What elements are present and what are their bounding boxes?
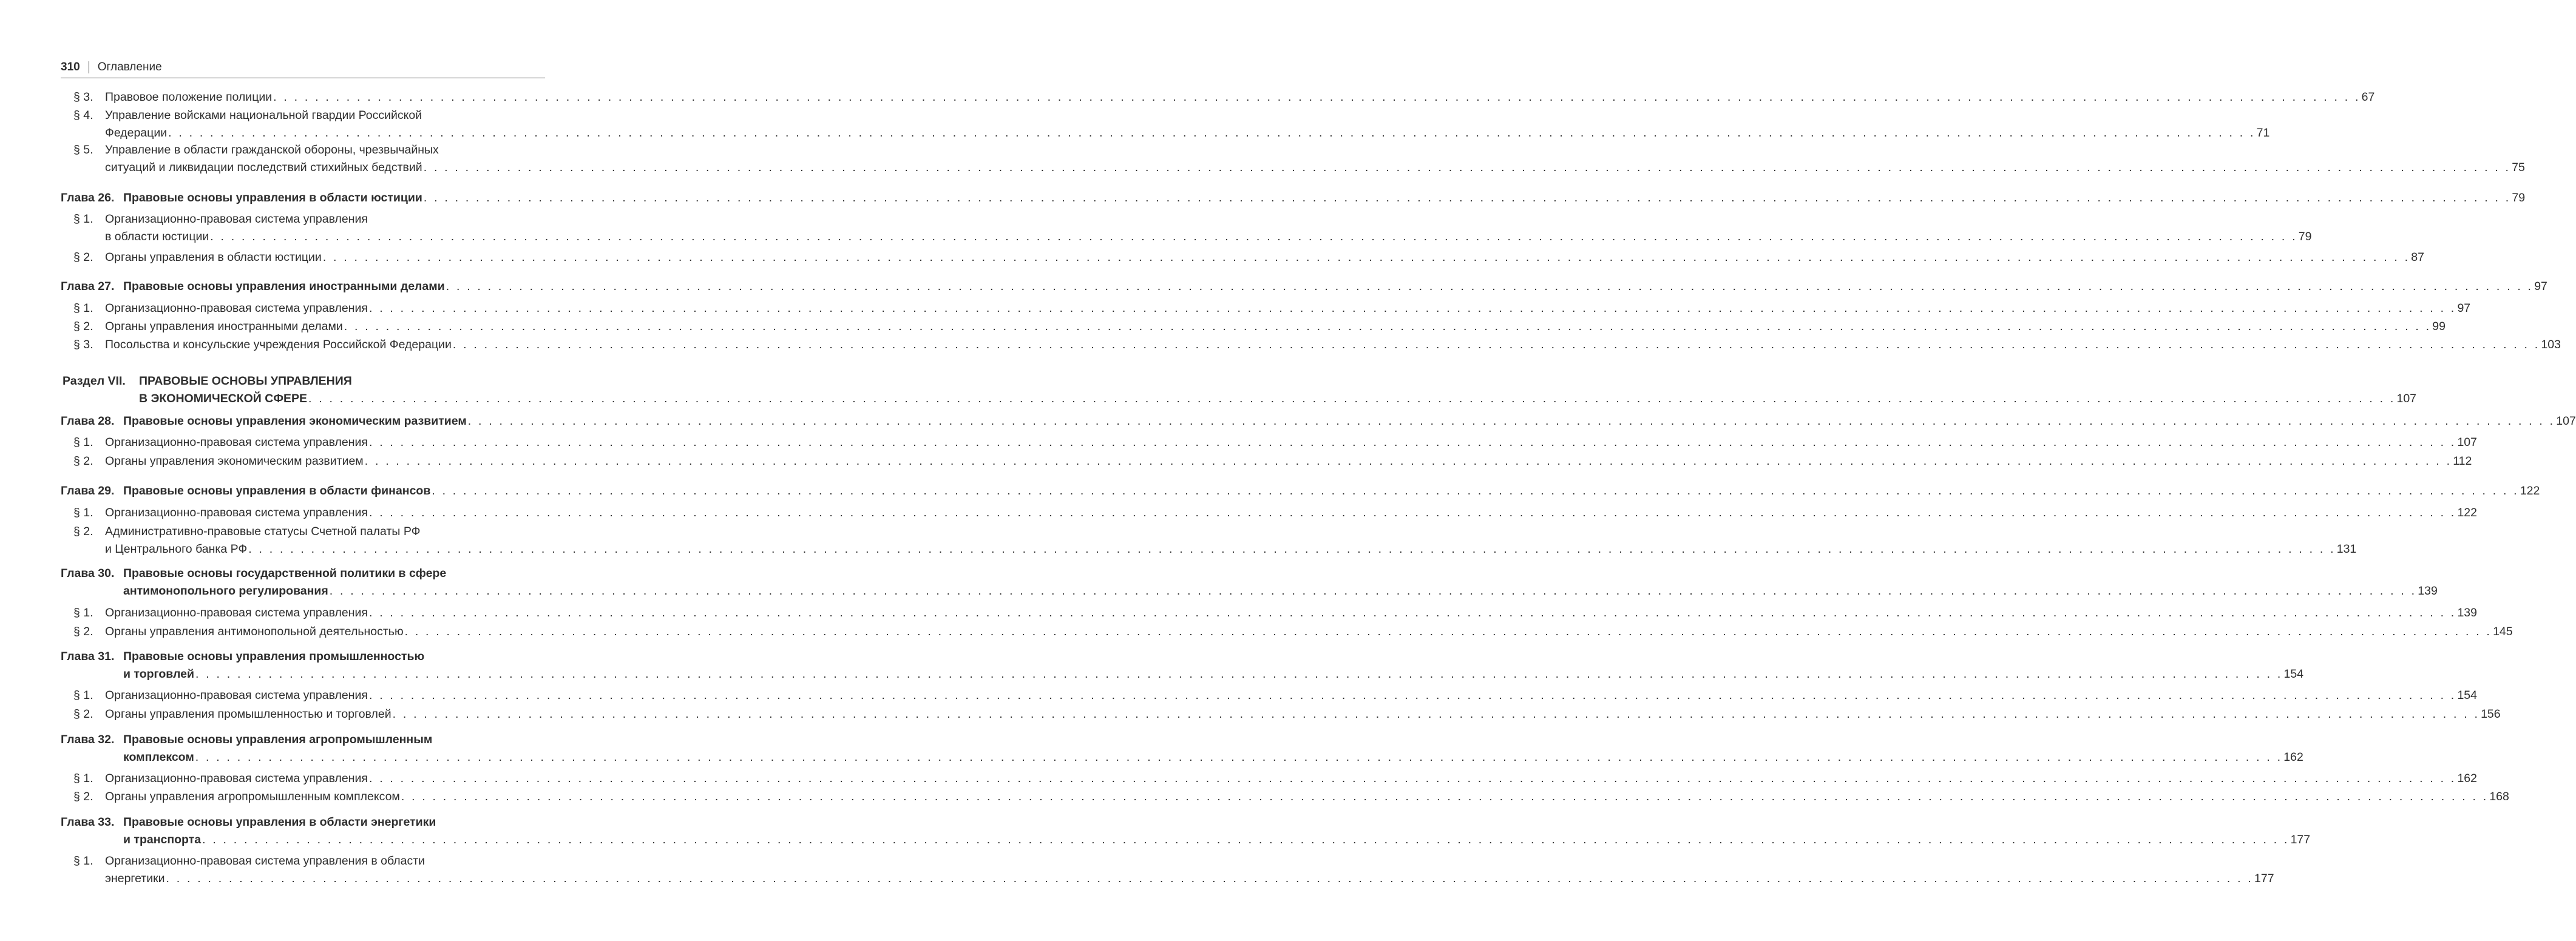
para-title: Органы управления иностранными делами — [105, 320, 343, 333]
para-label: § 1. — [73, 606, 93, 619]
chapter-entry-line[interactable] — [123, 832, 2311, 848]
para-entry-line[interactable] — [105, 871, 2274, 886]
dot-leader: . . . . . . . . . . . . . . . . . . . . . . . . . . . . . . . . . . . . . . . . . . . . . . . . . . . . . . . . . . . . . . . . . . . . . . . . . . . . . . . . . . . . . . . . . . . . . . . . . . . . . . . . . . . . . . . . . . . . . . . . . . . . . . . . . . . . . . . . . . . . . . . . . . . . . . . . . . . . . . . . . . . . . . . . . . . . . . . . . . . . . . . . . . . . . . . . . . . . . . . . — [195, 750, 2283, 764]
dot-leader: . . . . . . . . . . . . . . . . . . . . . . . . . . . . . . . . . . . . . . . . . . . . . . . . . . . . . . . . . . . . . . . . . . . . . . . . . . . . . . . . . . . . . . . . . . . . . . . . . . . . . . . . . . . . . . . . . . . . . . . . . . . . . . . . . . . . . . . . . . . . . . . . . . . . . . . . . . . . . . . . . . . . . . . . . . . . . . . . . . . . . . . . . . . . . . . . . . . . . . . . — [368, 302, 2456, 315]
para-label: § 1. — [73, 506, 93, 519]
para-entry-line[interactable] — [105, 229, 2312, 245]
section-entry-line[interactable] — [139, 391, 2417, 406]
dot-leader: . . . . . . . . . . . . . . . . . . . . . . . . . . . . . . . . . . . . . . . . . . . . . . . . . . . . . . . . . . . . . . . . . . . . . . . . . . . . . . . . . . . . . . . . . . . . . . . . . . . . . . . . . . . . . . . . . . . . . . . . . . . . . . . . . . . . . . . . . . . . . . . . . . . . . . . . . . . . . . . . . . . . . . . . . . . . . . . . . . . . . . . . . . . . . . . . . . . . . . . . — [322, 251, 2410, 264]
para-title: Правовое положение полиции — [105, 90, 273, 104]
para-entry-line[interactable] — [105, 624, 2513, 639]
para-entry-line[interactable] — [105, 160, 2525, 175]
para-title: Организационно-правовая система управления — [105, 302, 368, 315]
page-ref: 177 — [2254, 872, 2274, 885]
dot-leader: . . . . . . . . . . . . . . . . . . . . . . . . . . . . . . . . . . . . . . . . . . . . . . . . . . . . . . . . . . . . . . . . . . . . . . . . . . . . . . . . . . . . . . . . . . . . . . . . . . . . . . . . . . . . . . . . . . . . . . . . . . . . . . . . . . . . . . . . . . . . . . . . . . . . . . . . . . . . . . . . . . . . . . . . . . . . . . . . . . . . . . . . . . . . . . . . . . . . . . . . — [273, 90, 2361, 104]
chapter-entry-line[interactable] — [123, 190, 2526, 206]
page-ref: 79 — [2298, 230, 2312, 243]
chapter-entry-line[interactable] — [123, 583, 2438, 599]
para-label: § 2. — [73, 707, 93, 721]
dot-leader: . . . . . . . . . . . . . . . . . . . . . . . . . . . . . . . . . . . . . . . . . . . . . . . . . . . . . . . . . . . . . . . . . . . . . . . . . . . . . . . . . . . . . . . . . . . . . . . . . . . . . . . . . . . . . . . . . . . . . . . . . . . . . . . . . . . . . . . . . . . . . . . . . . . . . . . . . . . . . . . . . . . . . . . . . . . . . . . . . . . . . . . . . . . . . . . . . . . . . . . . — [423, 191, 2511, 204]
para-title: Организационно-правовая система управления — [105, 689, 368, 702]
dot-leader: . . . . . . . . . . . . . . . . . . . . . . . . . . . . . . . . . . . . . . . . . . . . . . . . . . . . . . . . . . . . . . . . . . . . . . . . . . . . . . . . . . . . . . . . . . . . . . . . . . . . . . . . . . . . . . . . . . . . . . . . . . . . . . . . . . . . . . . . . . . . . . . . . . . . . . . . . . . . . . . . . . . . . . . . . . . . . . . . . . . . . . . . . . . . . . . . . . . . . . . . — [452, 338, 2540, 351]
running-header — [61, 61, 162, 74]
dot-leader: . . . . . . . . . . . . . . . . . . . . . . . . . . . . . . . . . . . . . . . . . . . . . . . . . . . . . . . . . . . . . . . . . . . . . . . . . . . . . . . . . . . . . . . . . . . . . . . . . . . . . . . . . . . . . . . . . . . . . . . . . . . . . . . . . . . . . . . . . . . . . . . . . . . . . . . . . . . . . . . . . . . . . . . . . . . . . . . . . . . . . . . . . . . . . . . . . . . . . . . . — [368, 689, 2456, 702]
para-title: Административно-правовые статусы Счетной палаты РФ — [105, 525, 421, 538]
dot-leader: . . . . . . . . . . . . . . . . . . . . . . . . . . . . . . . . . . . . . . . . . . . . . . . . . . . . . . . . . . . . . . . . . . . . . . . . . . . . . . . . . . . . . . . . . . . . . . . . . . . . . . . . . . . . . . . . . . . . . . . . . . . . . . . . . . . . . . . . . . . . . . . . . . . . . . . . . . . . . . . . . . . . . . . . . . . . . . . . . . . . . . . . . . . . . . . . . . . . . . . . — [446, 280, 2534, 293]
section-title: В ЭКОНОМИЧЕСКОЙ СФЕРЕ — [139, 392, 307, 405]
page-ref: 162 — [2457, 772, 2477, 785]
para-label: § 2. — [73, 251, 93, 264]
para-entry-line[interactable] — [105, 300, 2471, 316]
para-label: § 2. — [73, 790, 93, 803]
section-title: ПРАВОВЫЕ ОСНОВЫ УПРАВЛЕНИЯ — [139, 374, 352, 388]
chapter-title: комплексом — [123, 750, 194, 764]
para-title: Управление войсками национальной гвардии Российской — [105, 109, 422, 122]
chapter-label: Глава 29. — [61, 484, 115, 497]
para-label: § 1. — [73, 689, 93, 702]
page-ref: 122 — [2520, 484, 2540, 497]
page-ref: 103 — [2541, 338, 2561, 351]
para-label: § 2. — [73, 525, 93, 538]
para-label: § 3. — [73, 90, 93, 104]
chapter-title: Правовые основы управления экономическим развитием — [123, 414, 467, 428]
para-label: § 2. — [73, 454, 93, 468]
dot-leader: . . . . . . . . . . . . . . . . . . . . . . . . . . . . . . . . . . . . . . . . . . . . . . . . . . . . . . . . . . . . . . . . . . . . . . . . . . . . . . . . . . . . . . . . . . . . . . . . . . . . . . . . . . . . . . . . . . . . . . . . . . . . . . . . . . . . . . . . . . . . . . . . . . . . . . . . . . . . . . . . . . . . . . . . . . . . . . . . . . . . . . . . . . . . . . . . . . . . . . . . — [368, 506, 2456, 519]
page-ref: 139 — [2457, 606, 2477, 619]
page-ref: 154 — [2283, 667, 2304, 681]
dot-leader: . . . . . . . . . . . . . . . . . . . . . . . . . . . . . . . . . . . . . . . . . . . . . . . . . . . . . . . . . . . . . . . . . . . . . . . . . . . . . . . . . . . . . . . . . . . . . . . . . . . . . . . . . . . . . . . . . . . . . . . . . . . . . . . . . . . . . . . . . . . . . . . . . . . . . . . . . . . . . . . . . . . . . . . . . . . . . . . . . . . . . . . . . . . . . . . . . . . . . . . . — [329, 584, 2417, 598]
dot-leader: . . . . . . . . . . . . . . . . . . . . . . . . . . . . . . . . . . . . . . . . . . . . . . . . . . . . . . . . . . . . . . . . . . . . . . . . . . . . . . . . . . . . . . . . . . . . . . . . . . . . . . . . . . . . . . . . . . . . . . . . . . . . . . . . . . . . . . . . . . . . . . . . . . . . . . . . . . . . . . . . . . . . . . . . . . . . . . . . . . . . . . . . . . . . . . . . . . . . . . . . — [432, 484, 2519, 497]
para-label: § 3. — [73, 338, 93, 351]
para-label: § 1. — [73, 302, 93, 315]
para-entry-line[interactable] — [105, 249, 2424, 265]
page-ref: 79 — [2512, 191, 2526, 204]
chapter-entry-line — [123, 732, 432, 747]
para-label: § 5. — [73, 143, 93, 157]
dot-leader: . . . . . . . . . . . . . . . . . . . . . . . . . . . . . . . . . . . . . . . . . . . . . . . . . . . . . . . . . . . . . . . . . . . . . . . . . . . . . . . . . . . . . . . . . . . . . . . . . . . . . . . . . . . . . . . . . . . . . . . . . . . . . . . . . . . . . . . . . . . . . . . . . . . . . . . . . . . . . . . . . . . . . . . . . . . . . . . . . . . . . . . . . . . . . . . . . . . . . . . . — [404, 625, 2492, 638]
para-title: Организационно-правовая система управления — [105, 772, 368, 785]
para-entry-line[interactable] — [105, 789, 2509, 804]
para-title: Органы управления агропромышленным комплексом — [105, 790, 400, 803]
chapter-label: Глава 31. — [61, 650, 115, 663]
chapter-title: Правовые основы управления агропромышленным — [123, 733, 433, 746]
para-title: Органы управления в области юстиции — [105, 251, 322, 264]
dot-leader: . . . . . . . . . . . . . . . . . . . . . . . . . . . . . . . . . . . . . . . . . . . . . . . . . . . . . . . . . . . . . . . . . . . . . . . . . . . . . . . . . . . . . . . . . . . . . . . . . . . . . . . . . . . . . . . . . . . . . . . . . . . . . . . . . . . . . . . . . . . . . . . . . . . . . . . . . . . . . . . . . . . . . . . . . . . . . . . . . . . . . . . . . . . . . . . . . . . . . . . . — [195, 667, 2283, 681]
chapter-title: и торговлей — [123, 667, 194, 681]
para-entry-line[interactable] — [105, 541, 2357, 557]
page-ref: 112 — [2453, 454, 2472, 468]
para-title: Посольства и консульские учреждения Российской Федерации — [105, 338, 452, 351]
chapter-entry-line[interactable] — [123, 413, 2576, 429]
chapter-title: Правовые основы управления в области финансов — [123, 484, 431, 497]
dot-leader: . . . . . . . . . . . . . . . . . . . . . . . . . . . . . . . . . . . . . . . . . . . . . . . . . . . . . . . . . . . . . . . . . . . . . . . . . . . . . . . . . . . . . . . . . . . . . . . . . . . . . . . . . . . . . . . . . . . . . . . . . . . . . . . . . . . . . . . . . . . . . . . . . . . . . . . . . . . . . . . . . . . . . . . . . . . . . . . . . . . . . . . . . . . . . . . . . . . . . . . . — [368, 606, 2456, 619]
para-entry-line[interactable] — [105, 89, 2375, 105]
dot-leader: . . . . . . . . . . . . . . . . . . . . . . . . . . . . . . . . . . . . . . . . . . . . . . . . . . . . . . . . . . . . . . . . . . . . . . . . . . . . . . . . . . . . . . . . . . . . . . . . . . . . . . . . . . . . . . . . . . . . . . . . . . . . . . . . . . . . . . . . . . . . . . . . . . . . . . . . . . . . . . . . . . . . . . . . . . . . . . . . . . . . . . . . . . . . . . . . . . . . . . . . — [392, 707, 2480, 721]
para-label: § 2. — [73, 625, 93, 638]
chapter-entry-line — [123, 565, 446, 581]
page-ref: 156 — [2481, 707, 2501, 721]
dot-leader: . . . . . . . . . . . . . . . . . . . . . . . . . . . . . . . . . . . . . . . . . . . . . . . . . . . . . . . . . . . . . . . . . . . . . . . . . . . . . . . . . . . . . . . . . . . . . . . . . . . . . . . . . . . . . . . . . . . . . . . . . . . . . . . . . . . . . . . . . . . . . . . . . . . . . . . . . . . . . . . . . . . . . . . . . . . . . . . . . . . . . . . . . . . . . . . . . . . . . . . . — [368, 772, 2456, 785]
para-entry-line[interactable] — [105, 453, 2472, 469]
para-title: Управление в области гражданской обороны, чрезвычайных — [105, 143, 439, 157]
para-entry-line[interactable] — [105, 434, 2477, 450]
page-ref: 99 — [2432, 320, 2446, 333]
para-entry-line[interactable] — [105, 319, 2446, 334]
page-ref: 139 — [2418, 584, 2438, 598]
para-entry-line — [105, 142, 439, 158]
chapter-label: Глава 30. — [61, 567, 115, 580]
chapter-label: Глава 33. — [61, 815, 115, 829]
para-title: энергетики — [105, 872, 165, 885]
para-title: ситуаций и ликвидации последствий стихийных бедствий — [105, 161, 422, 174]
dot-leader: . . . . . . . . . . . . . . . . . . . . . . . . . . . . . . . . . . . . . . . . . . . . . . . . . . . . . . . . . . . . . . . . . . . . . . . . . . . . . . . . . . . . . . . . . . . . . . . . . . . . . . . . . . . . . . . . . . . . . . . . . . . . . . . . . . . . . . . . . . . . . . . . . . . . . . . . . . . . . . . . . . . . . . . . . . . . . . . . . . . . . . . . . . . . . . . . . . . . . . . . — [202, 833, 2290, 846]
para-label: § 4. — [73, 109, 93, 122]
chapter-label: Глава 32. — [61, 733, 115, 746]
para-entry-line — [105, 107, 422, 123]
page-ref: 87 — [2411, 251, 2424, 264]
page-ref: 107 — [2556, 414, 2576, 428]
chapter-label: Глава 28. — [61, 414, 115, 428]
page-ref: 145 — [2493, 625, 2513, 638]
dot-leader: . . . . . . . . . . . . . . . . . . . . . . . . . . . . . . . . . . . . . . . . . . . . . . . . . . . . . . . . . . . . . . . . . . . . . . . . . . . . . . . . . . . . . . . . . . . . . . . . . . . . . . . . . . . . . . . . . . . . . . . . . . . . . . . . . . . . . . . . . . . . . . . . . . . . . . . . . . . . . . . . . . . . . . . . . . . . . . . . . . . . . . . . . . . . . . . . . . . . . . . . — [168, 126, 2256, 140]
chapter-entry-line[interactable] — [123, 278, 2547, 294]
para-title: Органы управления экономическим развитием — [105, 454, 364, 468]
para-entry-line[interactable] — [105, 706, 2501, 722]
dot-leader: . . . . . . . . . . . . . . . . . . . . . . . . . . . . . . . . . . . . . . . . . . . . . . . . . . . . . . . . . . . . . . . . . . . . . . . . . . . . . . . . . . . . . . . . . . . . . . . . . . . . . . . . . . . . . . . . . . . . . . . . . . . . . . . . . . . . . . . . . . . . . . . . . . . . . . . . . . . . . . . . . . . . . . . . . . . . . . . . . . . . . . . . . . . . . . . . . . . . . . . . — [368, 436, 2456, 449]
para-title: Организационно-правовая система управления в области — [105, 854, 425, 868]
page-ref: 154 — [2457, 689, 2477, 702]
chapter-entry-line[interactable] — [123, 483, 2540, 499]
para-entry-line[interactable] — [105, 687, 2477, 703]
section-label: Раздел VII. — [63, 374, 126, 388]
page-ref: 97 — [2534, 280, 2547, 293]
chapter-title: Правовые основы управления в области энергетики — [123, 815, 436, 829]
para-title: Органы управления промышленностью и торговлей — [105, 707, 391, 721]
chapter-entry-line[interactable] — [123, 749, 2303, 765]
dot-leader: . . . . . . . . . . . . . . . . . . . . . . . . . . . . . . . . . . . . . . . . . . . . . . . . . . . . . . . . . . . . . . . . . . . . . . . . . . . . . . . . . . . . . . . . . . . . . . . . . . . . . . . . . . . . . . . . . . . . . . . . . . . . . . . . . . . . . . . . . . . . . . . . . . . . . . . . . . . . . . . . . . . . . . . . . . . . . . . . . . . . . . . . . . . . . . . . . . . . . . . . — [401, 790, 2489, 803]
page-ref: 97 — [2457, 302, 2471, 315]
chapter-entry-line[interactable] — [123, 666, 2304, 682]
dot-leader: . . . . . . . . . . . . . . . . . . . . . . . . . . . . . . . . . . . . . . . . . . . . . . . . . . . . . . . . . . . . . . . . . . . . . . . . . . . . . . . . . . . . . . . . . . . . . . . . . . . . . . . . . . . . . . . . . . . . . . . . . . . . . . . . . . . . . . . . . . . . . . . . . . . . . . . . . . . . . . . . . . . . . . . . . . . . . . . . . . . . . . . . . . . . . . . . . . . . . . . . — [166, 872, 2254, 885]
header-title: Оглавление — [97, 61, 162, 73]
chapter-title: Правовые основы управления промышленностью — [123, 650, 425, 663]
dot-leader: . . . . . . . . . . . . . . . . . . . . . . . . . . . . . . . . . . . . . . . . . . . . . . . . . . . . . . . . . . . . . . . . . . . . . . . . . . . . . . . . . . . . . . . . . . . . . . . . . . . . . . . . . . . . . . . . . . . . . . . . . . . . . . . . . . . . . . . . . . . . . . . . . . . . . . . . . . . . . . . . . . . . . . . . . . . . . . . . . . . . . . . . . . . . . . . . . . . . . . . . — [344, 320, 2432, 333]
para-title: и Центрального банка РФ — [105, 542, 248, 556]
para-title: Организационно-правовая система управления — [105, 436, 368, 449]
para-entry-line[interactable] — [105, 505, 2477, 521]
dot-leader: . . . . . . . . . . . . . . . . . . . . . . . . . . . . . . . . . . . . . . . . . . . . . . . . . . . . . . . . . . . . . . . . . . . . . . . . . . . . . . . . . . . . . . . . . . . . . . . . . . . . . . . . . . . . . . . . . . . . . . . . . . . . . . . . . . . . . . . . . . . . . . . . . . . . . . . . . . . . . . . . . . . . . . . . . . . . . . . . . . . . . . . . . . . . . . . . . . . . . . . . — [210, 230, 2297, 243]
para-label: § 1. — [73, 854, 93, 868]
para-entry-line[interactable] — [105, 337, 2561, 352]
chapter-entry-line — [123, 649, 424, 664]
para-title: в области юстиции — [105, 230, 209, 243]
page-ref: 71 — [2256, 126, 2270, 140]
para-entry-line[interactable] — [105, 125, 2270, 141]
page-ref: 168 — [2489, 790, 2509, 803]
para-label: § 1. — [73, 212, 93, 226]
dot-leader: . . . . . . . . . . . . . . . . . . . . . . . . . . . . . . . . . . . . . . . . . . . . . . . . . . . . . . . . . . . . . . . . . . . . . . . . . . . . . . . . . . . . . . . . . . . . . . . . . . . . . . . . . . . . . . . . . . . . . . . . . . . . . . . . . . . . . . . . . . . . . . . . . . . . . . . . . . . . . . . . . . . . . . . . . . . . . . . . . . . . . . . . . . . . . . . . . . . . . . . . — [248, 542, 2336, 556]
para-entry-line[interactable] — [105, 605, 2477, 621]
chapter-title: антимонопольного регулирования — [123, 584, 328, 598]
page-ref: 177 — [2290, 833, 2311, 846]
para-label: § 1. — [73, 436, 93, 449]
para-label: § 2. — [73, 320, 93, 333]
page-ref: 67 — [2361, 90, 2375, 104]
page-number: 310 — [61, 61, 80, 73]
chapter-entry-line — [123, 814, 436, 830]
para-label: § 1. — [73, 772, 93, 785]
para-entry-line — [105, 211, 368, 227]
dot-leader: . . . . . . . . . . . . . . . . . . . . . . . . . . . . . . . . . . . . . . . . . . . . . . . . . . . . . . . . . . . . . . . . . . . . . . . . . . . . . . . . . . . . . . . . . . . . . . . . . . . . . . . . . . . . . . . . . . . . . . . . . . . . . . . . . . . . . . . . . . . . . . . . . . . . . . . . . . . . . . . . . . . . . . . . . . . . . . . . . . . . . . . . . . . . . . . . . . . . . . . . — [423, 161, 2511, 174]
para-title: Организационно-правовая система управления — [105, 506, 368, 519]
dot-leader: . . . . . . . . . . . . . . . . . . . . . . . . . . . . . . . . . . . . . . . . . . . . . . . . . . . . . . . . . . . . . . . . . . . . . . . . . . . . . . . . . . . . . . . . . . . . . . . . . . . . . . . . . . . . . . . . . . . . . . . . . . . . . . . . . . . . . . . . . . . . . . . . . . . . . . . . . . . . . . . . . . . . . . . . . . . . . . . . . . . . . . . . . . . . . . . . . . . . . . . . — [364, 454, 2452, 468]
para-title: Организационно-правовая система управления — [105, 212, 368, 226]
chapter-title: и транспорта — [123, 833, 202, 846]
chapter-label: Глава 27. — [61, 280, 115, 293]
section-entry-line — [139, 373, 352, 389]
para-title: Органы управления антимонопольной деятельностью — [105, 625, 404, 638]
page-ref: 107 — [2396, 392, 2417, 405]
chapter-label: Глава 26. — [61, 191, 115, 204]
dot-leader: . . . . . . . . . . . . . . . . . . . . . . . . . . . . . . . . . . . . . . . . . . . . . . . . . . . . . . . . . . . . . . . . . . . . . . . . . . . . . . . . . . . . . . . . . . . . . . . . . . . . . . . . . . . . . . . . . . . . . . . . . . . . . . . . . . . . . . . . . . . . . . . . . . . . . . . . . . . . . . . . . . . . . . . . . . . . . . . . . . . . . . . . . . . . . . . . . . . . . . . . — [467, 414, 2555, 428]
para-title: Организационно-правовая система управления — [105, 606, 368, 619]
para-entry-line — [105, 524, 420, 539]
para-title: Федерации — [105, 126, 168, 140]
chapter-title: Правовые основы управления иностранными делами — [123, 280, 445, 293]
page-ref: 162 — [2283, 750, 2303, 764]
dot-leader: . . . . . . . . . . . . . . . . . . . . . . . . . . . . . . . . . . . . . . . . . . . . . . . . . . . . . . . . . . . . . . . . . . . . . . . . . . . . . . . . . . . . . . . . . . . . . . . . . . . . . . . . . . . . . . . . . . . . . . . . . . . . . . . . . . . . . . . . . . . . . . . . . . . . . . . . . . . . . . . . . . . . . . . . . . . . . . . . . . . . . . . . . . . . . . . . . . . . . . . . — [308, 392, 2396, 405]
para-entry-line — [105, 853, 425, 869]
page-ref: 122 — [2457, 506, 2477, 519]
page-ref: 107 — [2457, 436, 2477, 449]
para-entry-line[interactable] — [105, 771, 2477, 786]
page-ref: 131 — [2336, 542, 2357, 556]
page-ref: 75 — [2512, 161, 2525, 174]
chapter-title: Правовые основы управления в области юстиции — [123, 191, 422, 204]
chapter-title: Правовые основы государственной политики в сфере — [123, 567, 447, 580]
